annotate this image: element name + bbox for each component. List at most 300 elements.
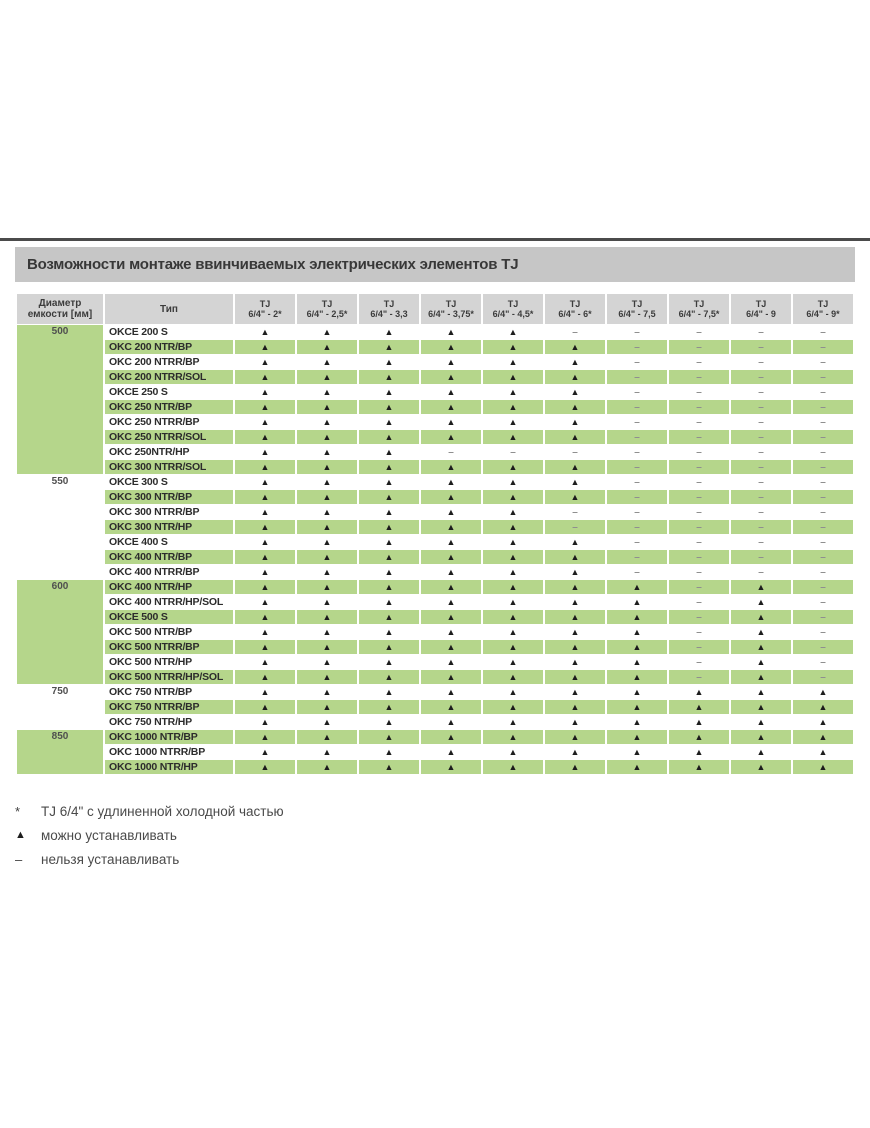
table-row — [17, 610, 853, 624]
mark-can-install: ▲ — [421, 520, 481, 534]
mark-can-install: ▲ — [359, 745, 419, 759]
mark-can-install: ▲ — [359, 385, 419, 399]
tj-header-line2: 6/4" - 7,5 — [618, 309, 656, 319]
column-header-tj-7 — [607, 294, 667, 324]
mark-cannot-install: – — [793, 505, 853, 519]
type-cell: OKC 1000 NTR/HP — [105, 760, 233, 774]
mark-cannot-install: – — [669, 655, 729, 669]
mark-cannot-install: – — [731, 520, 791, 534]
table-row — [17, 445, 853, 459]
mark-can-install: ▲ — [669, 715, 729, 729]
mark-cannot-install: – — [607, 415, 667, 429]
mark-cannot-install: – — [669, 460, 729, 474]
mark-can-install: ▲ — [359, 715, 419, 729]
type-cell: OKC 250 NTR/BP — [105, 400, 233, 414]
mark-cannot-install: – — [607, 355, 667, 369]
mark-cannot-install: – — [607, 370, 667, 384]
mark-can-install: ▲ — [731, 595, 791, 609]
mark-can-install: ▲ — [359, 475, 419, 489]
mark-can-install: ▲ — [421, 340, 481, 354]
mark-can-install: ▲ — [483, 715, 543, 729]
tj-header-line1: TJ — [631, 299, 643, 309]
section-title: Возможности монтаже ввинчиваемых электрических элементов TJ — [27, 256, 519, 273]
mark-can-install: ▲ — [545, 580, 605, 594]
type-cell: OKC 500 NTR/HP — [105, 655, 233, 669]
mark-cannot-install: – — [793, 670, 853, 684]
mark-can-install: ▲ — [235, 700, 295, 714]
mark-can-install: ▲ — [421, 595, 481, 609]
tj-header-line1: TJ — [259, 299, 271, 309]
tj-mounting-matrix-table — [15, 293, 855, 775]
mark-can-install: ▲ — [421, 490, 481, 504]
mark-can-install: ▲ — [359, 490, 419, 504]
table-row — [17, 745, 853, 759]
mark-cannot-install: – — [669, 445, 729, 459]
mark-can-install: ▲ — [483, 415, 543, 429]
table-row — [17, 535, 853, 549]
mark-cannot-install: – — [669, 550, 729, 564]
mark-can-install: ▲ — [235, 715, 295, 729]
mark-can-install: ▲ — [359, 730, 419, 744]
mark-can-install: ▲ — [235, 415, 295, 429]
mark-can-install: ▲ — [421, 355, 481, 369]
mark-can-install: ▲ — [297, 325, 357, 339]
mark-cannot-install: – — [607, 400, 667, 414]
mark-can-install: ▲ — [235, 430, 295, 444]
mark-cannot-install: – — [793, 430, 853, 444]
type-cell: OKCE 250 S — [105, 385, 233, 399]
mark-can-install: ▲ — [483, 685, 543, 699]
table-row — [17, 730, 853, 744]
mark-cannot-install: – — [731, 370, 791, 384]
mark-can-install: ▲ — [297, 595, 357, 609]
type-cell: OKC 300 NTRR/BP — [105, 505, 233, 519]
mark-can-install: ▲ — [297, 685, 357, 699]
mark-cannot-install: – — [669, 400, 729, 414]
type-cell: OKC 750 NTRR/BP — [105, 700, 233, 714]
mark-can-install: ▲ — [297, 445, 357, 459]
mark-can-install: ▲ — [545, 490, 605, 504]
mark-cannot-install: – — [607, 445, 667, 459]
mark-can-install: ▲ — [793, 730, 853, 744]
mark-can-install: ▲ — [483, 655, 543, 669]
mark-can-install: ▲ — [359, 325, 419, 339]
table-row — [17, 355, 853, 369]
mark-cannot-install: – — [793, 385, 853, 399]
mark-cannot-install: – — [669, 340, 729, 354]
diameter-cell: 750 — [17, 685, 103, 729]
mark-can-install: ▲ — [359, 625, 419, 639]
tj-header-line1: TJ — [321, 299, 333, 309]
type-cell: OKCE 500 S — [105, 610, 233, 624]
type-cell: OKCE 200 S — [105, 325, 233, 339]
mark-cannot-install: – — [731, 340, 791, 354]
mark-can-install: ▲ — [483, 565, 543, 579]
mark-can-install: ▲ — [235, 475, 295, 489]
mark-can-install: ▲ — [235, 670, 295, 684]
table-row — [17, 685, 853, 699]
column-header-tj-4 — [421, 294, 481, 324]
mark-can-install: ▲ — [483, 760, 543, 774]
mark-can-install: ▲ — [669, 700, 729, 714]
table-row — [17, 475, 853, 489]
mark-cannot-install: – — [793, 565, 853, 579]
mark-can-install: ▲ — [359, 535, 419, 549]
mark-can-install: ▲ — [297, 625, 357, 639]
mark-cannot-install: – — [669, 625, 729, 639]
footnotes — [15, 803, 855, 868]
footnote-line-3 — [15, 851, 855, 868]
tj-header-line2: 6/4" - 7,5* — [678, 309, 720, 319]
table-row — [17, 400, 853, 414]
diameter-cell: 550 — [17, 475, 103, 579]
mark-can-install: ▲ — [483, 460, 543, 474]
mark-cannot-install: – — [669, 580, 729, 594]
type-cell: OKC 1000 NTR/BP — [105, 730, 233, 744]
mark-can-install: ▲ — [421, 505, 481, 519]
mark-can-install: ▲ — [421, 460, 481, 474]
diameter-cell: 600 — [17, 580, 103, 684]
column-header-tj-8 — [669, 294, 729, 324]
tj-header-line1: TJ — [569, 299, 581, 309]
mark-can-install: ▲ — [297, 730, 357, 744]
diameter-cell: 500 — [17, 325, 103, 474]
mark-cannot-install: – — [731, 445, 791, 459]
table-row — [17, 580, 853, 594]
mark-can-install: ▲ — [235, 760, 295, 774]
mark-can-install: ▲ — [545, 340, 605, 354]
mark-cannot-install: – — [607, 520, 667, 534]
mark-can-install: ▲ — [483, 700, 543, 714]
mark-cannot-install: – — [793, 535, 853, 549]
mark-cannot-install: – — [731, 490, 791, 504]
mark-can-install: ▲ — [545, 610, 605, 624]
type-cell: OKC 1000 NTRR/BP — [105, 745, 233, 759]
mark-can-install: ▲ — [483, 490, 543, 504]
mark-can-install: ▲ — [421, 430, 481, 444]
mark-cannot-install: – — [731, 460, 791, 474]
tj-header-line2: 6/4" - 3,3 — [370, 309, 408, 319]
mark-cannot-install: – — [545, 445, 605, 459]
mark-cannot-install: – — [793, 595, 853, 609]
mark-can-install: ▲ — [297, 415, 357, 429]
mark-can-install: ▲ — [235, 490, 295, 504]
table-row — [17, 700, 853, 714]
mark-can-install: ▲ — [545, 670, 605, 684]
mark-can-install: ▲ — [297, 355, 357, 369]
mark-cannot-install: – — [793, 445, 853, 459]
mark-can-install: ▲ — [421, 640, 481, 654]
mark-cannot-install: – — [545, 520, 605, 534]
mark-cannot-install: – — [669, 430, 729, 444]
mark-can-install: ▲ — [359, 520, 419, 534]
mark-can-install: ▲ — [483, 385, 543, 399]
type-cell: OKC 250 NTRR/BP — [105, 415, 233, 429]
footnote-text: можно устанавливать — [41, 828, 177, 843]
mark-cannot-install: – — [731, 550, 791, 564]
mark-can-install: ▲ — [483, 430, 543, 444]
mark-can-install: ▲ — [297, 505, 357, 519]
column-header-tj-3 — [359, 294, 419, 324]
mark-can-install: ▲ — [235, 625, 295, 639]
mark-can-install: ▲ — [359, 400, 419, 414]
mark-can-install: ▲ — [545, 655, 605, 669]
mark-cannot-install: – — [793, 325, 853, 339]
column-header-tj-2 — [297, 294, 357, 324]
mark-can-install: ▲ — [421, 685, 481, 699]
mark-can-install: ▲ — [421, 370, 481, 384]
mark-can-install: ▲ — [359, 340, 419, 354]
mark-can-install: ▲ — [235, 340, 295, 354]
mark-can-install: ▲ — [793, 715, 853, 729]
table-row — [17, 370, 853, 384]
tj-header-line1: TJ — [817, 299, 829, 309]
table-row — [17, 625, 853, 639]
mark-can-install: ▲ — [731, 640, 791, 654]
table-row — [17, 505, 853, 519]
type-cell: OKC 500 NTRR/HP/SOL — [105, 670, 233, 684]
footnote-text: TJ 6/4" с удлиненной холодной частью — [41, 804, 284, 819]
table-header-row — [17, 294, 853, 324]
mark-can-install: ▲ — [297, 490, 357, 504]
mark-cannot-install: – — [607, 340, 667, 354]
mark-can-install: ▲ — [669, 760, 729, 774]
mark-can-install: ▲ — [359, 565, 419, 579]
mark-can-install: ▲ — [297, 520, 357, 534]
mark-cannot-install: – — [731, 325, 791, 339]
mark-can-install: ▲ — [607, 685, 667, 699]
mark-can-install: ▲ — [359, 460, 419, 474]
tj-header-line2: 6/4" - 4,5* — [492, 309, 534, 319]
mark-can-install: ▲ — [421, 385, 481, 399]
type-cell: OKC 400 NTR/BP — [105, 550, 233, 564]
mark-can-install: ▲ — [483, 745, 543, 759]
mark-can-install: ▲ — [235, 535, 295, 549]
mark-can-install: ▲ — [483, 595, 543, 609]
mark-cannot-install: – — [669, 565, 729, 579]
mark-can-install: ▲ — [483, 535, 543, 549]
mark-can-install: ▲ — [359, 370, 419, 384]
mark-can-install: ▲ — [731, 700, 791, 714]
column-header-tj-6 — [545, 294, 605, 324]
mark-cannot-install: – — [607, 475, 667, 489]
mark-cannot-install: – — [607, 385, 667, 399]
mark-can-install: ▲ — [421, 655, 481, 669]
mark-can-install: ▲ — [731, 670, 791, 684]
tj-header-line1: TJ — [507, 299, 519, 309]
mark-can-install: ▲ — [235, 325, 295, 339]
type-cell: OKC 200 NTRR/BP — [105, 355, 233, 369]
mark-cannot-install: – — [669, 505, 729, 519]
mark-can-install: ▲ — [359, 445, 419, 459]
mark-can-install: ▲ — [607, 745, 667, 759]
type-cell: OKC 250 NTRR/SOL — [105, 430, 233, 444]
mark-cannot-install: – — [793, 370, 853, 384]
mark-can-install: ▲ — [359, 415, 419, 429]
mark-can-install: ▲ — [297, 580, 357, 594]
mark-cannot-install: – — [483, 445, 543, 459]
mark-can-install: ▲ — [607, 595, 667, 609]
mark-cannot-install: – — [669, 475, 729, 489]
mark-cannot-install: – — [669, 325, 729, 339]
mark-cannot-install: – — [607, 535, 667, 549]
mark-can-install: ▲ — [297, 550, 357, 564]
table-row — [17, 655, 853, 669]
mark-cannot-install: – — [793, 340, 853, 354]
mark-can-install: ▲ — [669, 745, 729, 759]
table-row — [17, 565, 853, 579]
mark-can-install: ▲ — [607, 670, 667, 684]
mark-can-install: ▲ — [421, 550, 481, 564]
mark-cannot-install: – — [793, 460, 853, 474]
mark-cannot-install: – — [793, 550, 853, 564]
mark-can-install: ▲ — [297, 535, 357, 549]
mark-can-install: ▲ — [607, 760, 667, 774]
column-header-tj-5 — [483, 294, 543, 324]
mark-cannot-install: – — [607, 490, 667, 504]
mark-can-install: ▲ — [793, 700, 853, 714]
mark-can-install: ▲ — [235, 730, 295, 744]
mark-can-install: ▲ — [545, 355, 605, 369]
mark-can-install: ▲ — [545, 460, 605, 474]
mark-cannot-install: – — [731, 430, 791, 444]
footnote-line-2 — [15, 827, 855, 844]
mark-can-install: ▲ — [297, 430, 357, 444]
table-row — [17, 760, 853, 774]
mark-can-install: ▲ — [297, 745, 357, 759]
mark-can-install: ▲ — [235, 610, 295, 624]
type-cell: OKC 500 NTRR/BP — [105, 640, 233, 654]
tj-header-line2: 6/4" - 9* — [806, 309, 840, 319]
mark-cannot-install: – — [669, 670, 729, 684]
mark-can-install: ▲ — [483, 355, 543, 369]
mark-can-install: ▲ — [297, 715, 357, 729]
mark-can-install: ▲ — [359, 355, 419, 369]
mark-can-install: ▲ — [421, 625, 481, 639]
type-cell: OKC 750 NTR/HP — [105, 715, 233, 729]
type-cell: OKC 750 NTR/BP — [105, 685, 233, 699]
tj-header-line1: TJ — [445, 299, 457, 309]
column-header-diameter — [17, 294, 103, 324]
mark-cannot-install: – — [793, 490, 853, 504]
mark-can-install: ▲ — [545, 730, 605, 744]
mark-can-install: ▲ — [607, 625, 667, 639]
mark-cannot-install: – — [793, 625, 853, 639]
tj-header-line2: 6/4" - 2* — [248, 309, 282, 319]
mark-can-install: ▲ — [545, 625, 605, 639]
mark-cannot-install: – — [669, 520, 729, 534]
column-header-tj-1 — [235, 294, 295, 324]
mark-can-install: ▲ — [483, 340, 543, 354]
tj-header-line2: 6/4" - 9 — [746, 309, 776, 319]
mark-can-install: ▲ — [297, 385, 357, 399]
mark-cannot-install: – — [607, 460, 667, 474]
mark-can-install: ▲ — [669, 730, 729, 744]
mark-cannot-install: – — [731, 535, 791, 549]
mark-can-install: ▲ — [235, 400, 295, 414]
mark-can-install: ▲ — [297, 370, 357, 384]
mark-can-install: ▲ — [545, 715, 605, 729]
mark-cannot-install: – — [669, 640, 729, 654]
mark-can-install: ▲ — [607, 730, 667, 744]
diameter-header-line2: емкости [мм] — [27, 309, 93, 320]
mark-can-install: ▲ — [607, 610, 667, 624]
mark-can-install: ▲ — [731, 610, 791, 624]
mark-can-install: ▲ — [731, 685, 791, 699]
mark-can-install: ▲ — [297, 475, 357, 489]
mark-cannot-install: – — [731, 355, 791, 369]
mark-can-install: ▲ — [483, 610, 543, 624]
mark-can-install: ▲ — [297, 670, 357, 684]
mark-can-install: ▲ — [297, 655, 357, 669]
mark-can-install: ▲ — [607, 640, 667, 654]
table-header — [17, 294, 853, 324]
mark-cannot-install: – — [731, 475, 791, 489]
footnote-text: нельзя устанавливать — [41, 852, 180, 867]
type-cell: OKC 200 NTRR/SOL — [105, 370, 233, 384]
mark-can-install: ▲ — [483, 325, 543, 339]
mark-can-install: ▲ — [607, 655, 667, 669]
mark-can-install: ▲ — [421, 670, 481, 684]
mark-cannot-install: – — [793, 400, 853, 414]
mark-can-install: ▲ — [607, 715, 667, 729]
footnote-symbol: – — [15, 852, 23, 867]
mark-can-install: ▲ — [297, 610, 357, 624]
mark-can-install: ▲ — [359, 430, 419, 444]
mark-can-install: ▲ — [235, 460, 295, 474]
mark-cannot-install: – — [731, 505, 791, 519]
mark-can-install: ▲ — [235, 505, 295, 519]
tj-header-line2: 6/4" - 2,5* — [306, 309, 348, 319]
mark-can-install: ▲ — [297, 640, 357, 654]
mark-cannot-install: – — [793, 580, 853, 594]
type-cell: OKC 400 NTRR/BP — [105, 565, 233, 579]
mark-can-install: ▲ — [731, 715, 791, 729]
mark-cannot-install: – — [731, 565, 791, 579]
table-row — [17, 340, 853, 354]
table-row — [17, 415, 853, 429]
mark-can-install: ▲ — [731, 760, 791, 774]
table-row — [17, 715, 853, 729]
mark-can-install: ▲ — [421, 745, 481, 759]
mark-cannot-install: – — [793, 655, 853, 669]
mark-can-install: ▲ — [545, 535, 605, 549]
mark-can-install: ▲ — [545, 745, 605, 759]
mark-can-install: ▲ — [359, 550, 419, 564]
column-header-tj-9 — [731, 294, 791, 324]
mark-can-install: ▲ — [731, 580, 791, 594]
mark-can-install: ▲ — [483, 520, 543, 534]
mark-cannot-install: – — [793, 355, 853, 369]
mark-can-install: ▲ — [483, 370, 543, 384]
type-cell: OKC 400 NTRR/HP/SOL — [105, 595, 233, 609]
mark-can-install: ▲ — [235, 550, 295, 564]
mark-can-install: ▲ — [545, 640, 605, 654]
mark-can-install: ▲ — [235, 640, 295, 654]
mark-can-install: ▲ — [359, 595, 419, 609]
mark-cannot-install: – — [669, 355, 729, 369]
mark-can-install: ▲ — [731, 655, 791, 669]
mark-cannot-install: – — [669, 595, 729, 609]
type-cell: OKC 400 NTR/HP — [105, 580, 233, 594]
mark-can-install: ▲ — [297, 460, 357, 474]
mark-can-install: ▲ — [483, 730, 543, 744]
mark-can-install: ▲ — [483, 580, 543, 594]
mark-can-install: ▲ — [421, 565, 481, 579]
mark-can-install: ▲ — [421, 580, 481, 594]
table-row — [17, 595, 853, 609]
table-row — [17, 460, 853, 474]
